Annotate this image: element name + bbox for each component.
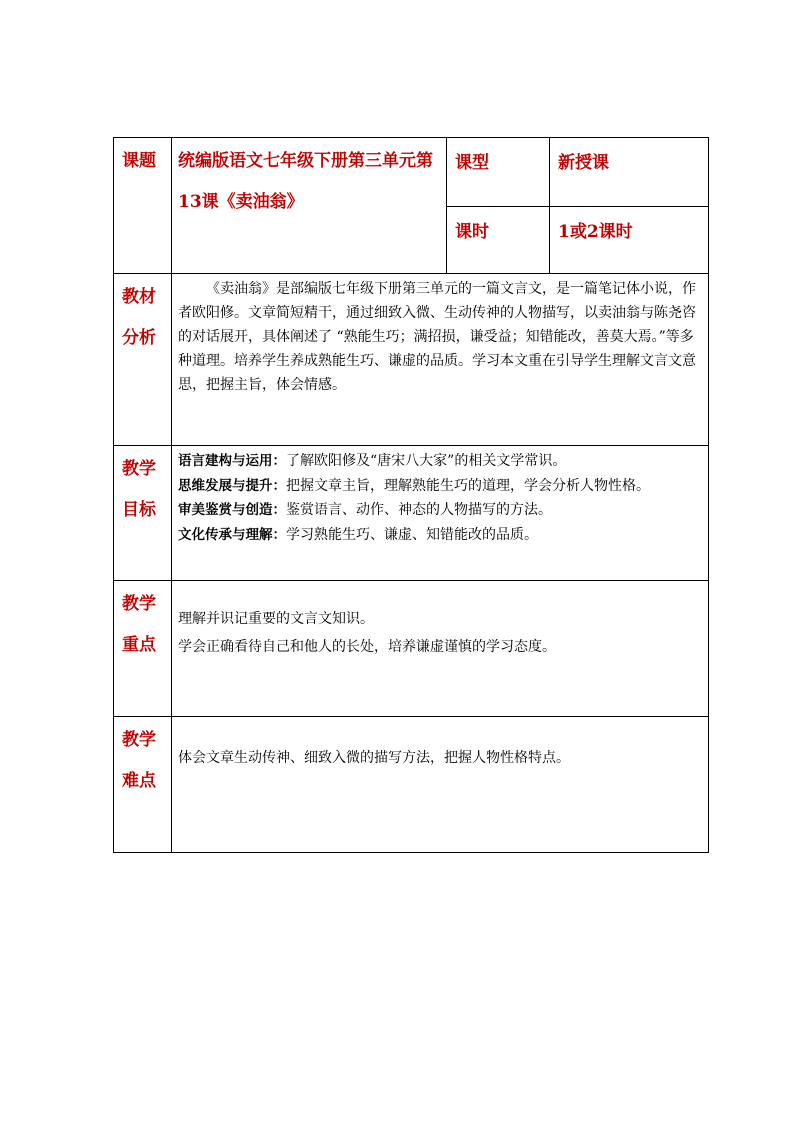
goal-key: 思维发展与提升：: [178, 477, 286, 494]
key-points-label-line1: 教学: [122, 594, 156, 614]
analysis-row: [114, 274, 709, 446]
goal-item: [178, 523, 702, 548]
analysis-text: 《卖油翁》是部编版七年级下册第三单元的一篇文言文，是一篇笔记体小说，作者欧阳修。文章简短精干，通过细致入微、生动传神的人物描写，以卖油翁与陈尧咨的对话展开，具体阐述了 “熟能生巧；满招损，谦受益；知错能改，善莫大焉。”等多种道理。培养学生养成熟能生巧、谦虚的品质。学习本文重在引导学生理解文言文意思，把握主旨，体会情感。: [172, 274, 709, 446]
goals-label-line2: 目标: [122, 500, 156, 520]
key-points-label-line2: 重点: [122, 635, 156, 655]
difficulties-label-line1: 教学: [122, 730, 156, 750]
topic-label: 课题: [114, 138, 172, 274]
key-point-line: 学会正确看待自己和他人的长处，培养谦虚谨慎的学习态度。: [178, 639, 556, 655]
lesson-plan-table: [113, 137, 709, 853]
goal-key: 审美鉴赏与创造：: [178, 502, 286, 518]
goals-row: [114, 446, 709, 581]
difficulties-text: 体会文章生动传神、细致入微的描写方法，把握人物性格特点。: [172, 717, 709, 853]
difficulties-label-line2: 难点: [122, 771, 156, 791]
goal-text: 了解欧阳修及“唐宋八大家”的相关文学常识。: [286, 453, 567, 469]
goal-key: 文化传承与理解：: [178, 526, 286, 543]
key-points-content: [172, 581, 709, 717]
header-row-1: [114, 138, 709, 207]
goals-label: [114, 446, 172, 581]
difficulties-label: [114, 717, 172, 853]
goal-item: [178, 449, 702, 474]
goal-text: 鉴赏语言、动作、神态的人物描写的方法。: [286, 502, 552, 518]
hours-label: 课时: [447, 207, 550, 274]
goals-label-line1: 教学: [122, 459, 156, 479]
analysis-label-line1: 教材: [122, 287, 156, 307]
key-points-label: [114, 581, 172, 717]
type-value: 新授课: [550, 138, 709, 207]
goal-key: 语言建构与运用：: [178, 453, 286, 469]
analysis-label: [114, 274, 172, 446]
type-label: 课型: [447, 138, 550, 207]
topic-value: 统编版语文七年级下册第三单元第13课《卖油翁》: [172, 138, 447, 274]
key-point-line: 理解并识记重要的文言文知识。: [178, 611, 374, 627]
goal-text: 学习熟能生巧、谦虚、知错能改的品质。: [286, 526, 538, 543]
goal-item: [178, 498, 702, 523]
key-points-row: [114, 581, 709, 717]
goals-content: [172, 446, 709, 581]
difficulties-row: [114, 717, 709, 853]
analysis-label-line2: 分析: [122, 328, 156, 348]
hours-value: 1或2课时: [550, 207, 709, 274]
goal-text: 把握文章主旨，理解熟能生巧的道理，学会分析人物性格。: [286, 477, 650, 494]
goal-item: [178, 474, 702, 499]
